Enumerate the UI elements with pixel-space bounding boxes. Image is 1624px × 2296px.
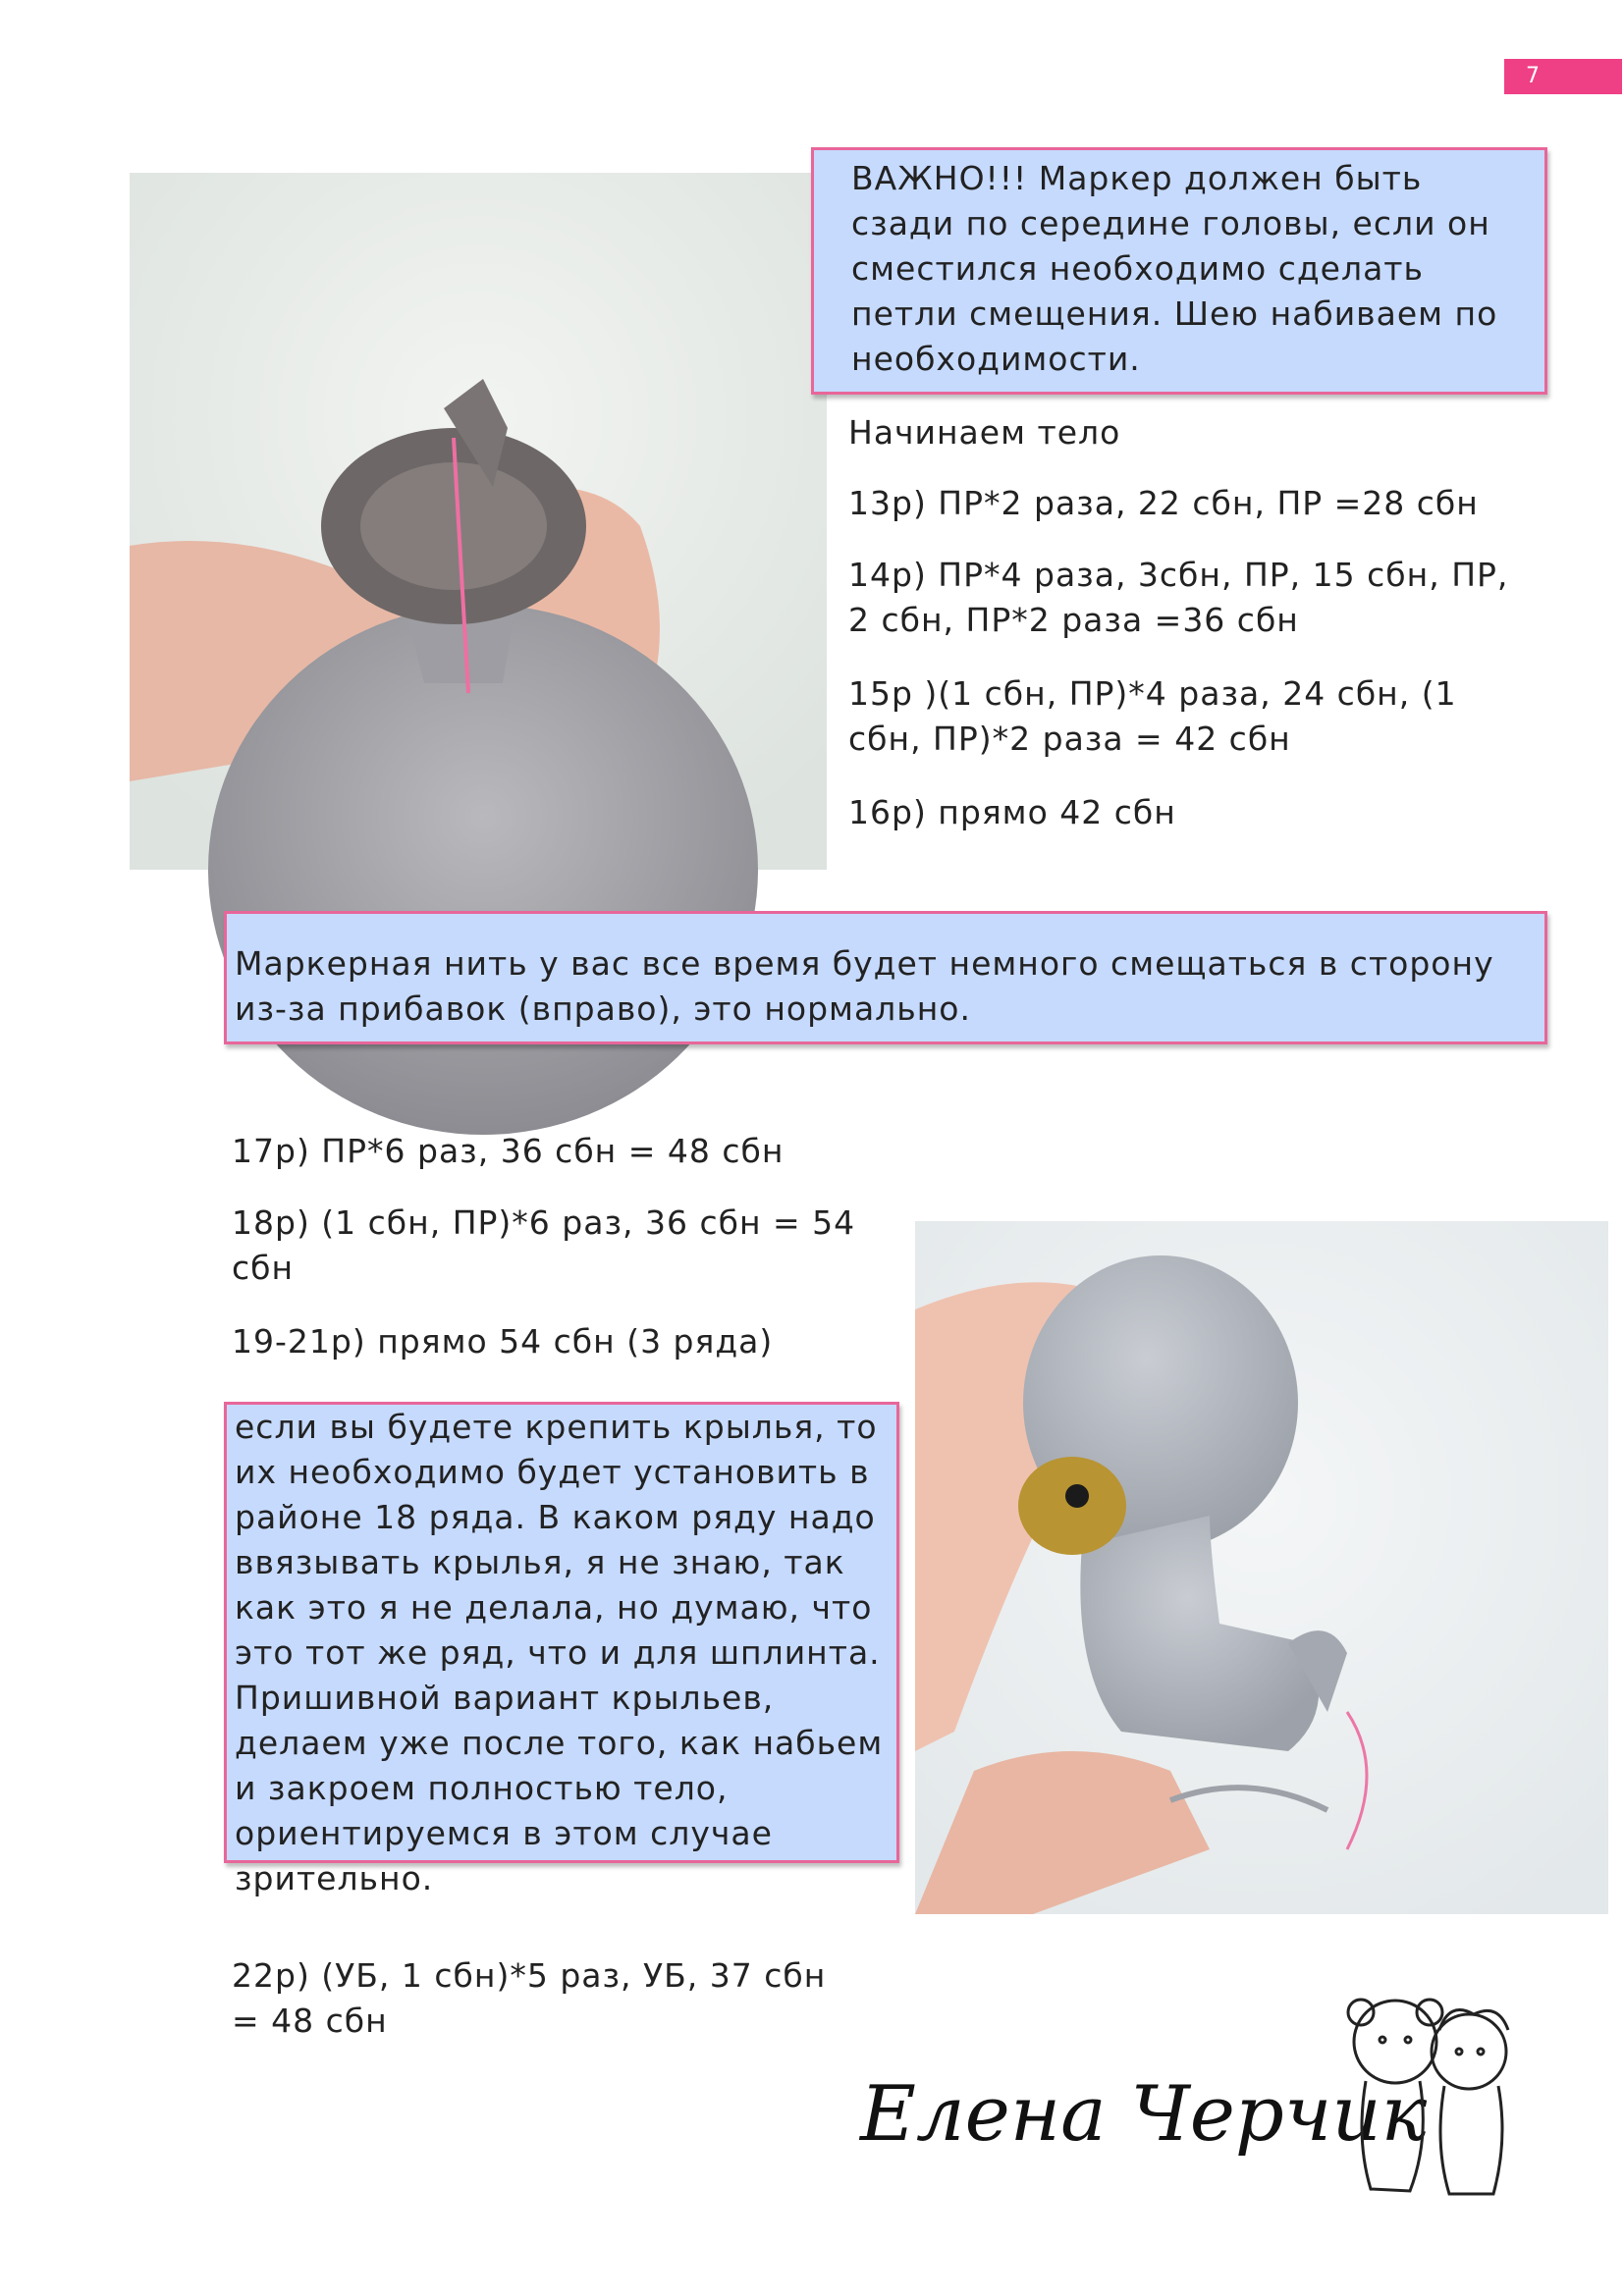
note-marker-position <box>811 147 1547 395</box>
author-signature-logo <box>860 1973 1538 2218</box>
row-14: 14р) ПР*4 раза, 3сбн, ПР, 15 сбн, ПР, 2 сбн, ПР*2 раза =36 сбн <box>848 556 1509 639</box>
page-number: 7 <box>1504 59 1622 94</box>
body-start-title: Начинаем тело <box>848 413 1121 452</box>
photo-duck <box>915 1221 1608 1914</box>
note-marker-position-text: ВАЖНО!!! Маркер должен быть сзади по середине головы, если он сместился необходимо сделать петли смещения. Шею набиваем по необходимости. <box>851 159 1498 378</box>
row-18: 18р) (1 сбн, ПР)*6 раз, 36 сбн = 54 сбн <box>232 1203 856 1287</box>
row-19-21: 19-21р) прямо 54 сбн (3 ряда) <box>232 1322 774 1361</box>
row-16: 16р) прямо 42 сбн <box>848 793 1176 831</box>
note-marker-shift <box>224 911 1547 1044</box>
note-marker-shift-text: Маркерная нить у вас все время будет немного смещаться в сторону из-за прибавок (вправо), это нормально. <box>235 944 1494 1028</box>
row-15: 15р )(1 сбн, ПР)*4 раза, 24 сбн, (1 сбн, ПР)*2 раза = 42 сбн <box>848 674 1457 758</box>
row-17: 17р) ПР*6 раз, 36 сбн = 48 сбн <box>232 1132 785 1170</box>
photo-neck-closeup <box>130 173 827 870</box>
note-wings-text: если вы будете крепить крылья, то их необходимо будет установить в районе 18 ряда. В каком ряду надо ввязывать крылья, я не знаю, так как это я не делала, но думаю, что это тот же ряд, что и для шплинта. Пришивной вариант крыльев, делаем уже после того, как набьем и закроем полностью тело, ориентируемся в этом случае зрительно. <box>235 1408 884 1897</box>
note-wings <box>224 1402 899 1897</box>
row-22: 22р) (УБ, 1 сбн)*5 раз, УБ, 37 сбн = 48 сбн <box>232 1956 827 2040</box>
row-13: 13р) ПР*2 раза, 22 сбн, ПР =28 сбн <box>848 484 1479 522</box>
svg-text:Елена Черчик: Елена Черчик <box>860 2070 1428 2159</box>
